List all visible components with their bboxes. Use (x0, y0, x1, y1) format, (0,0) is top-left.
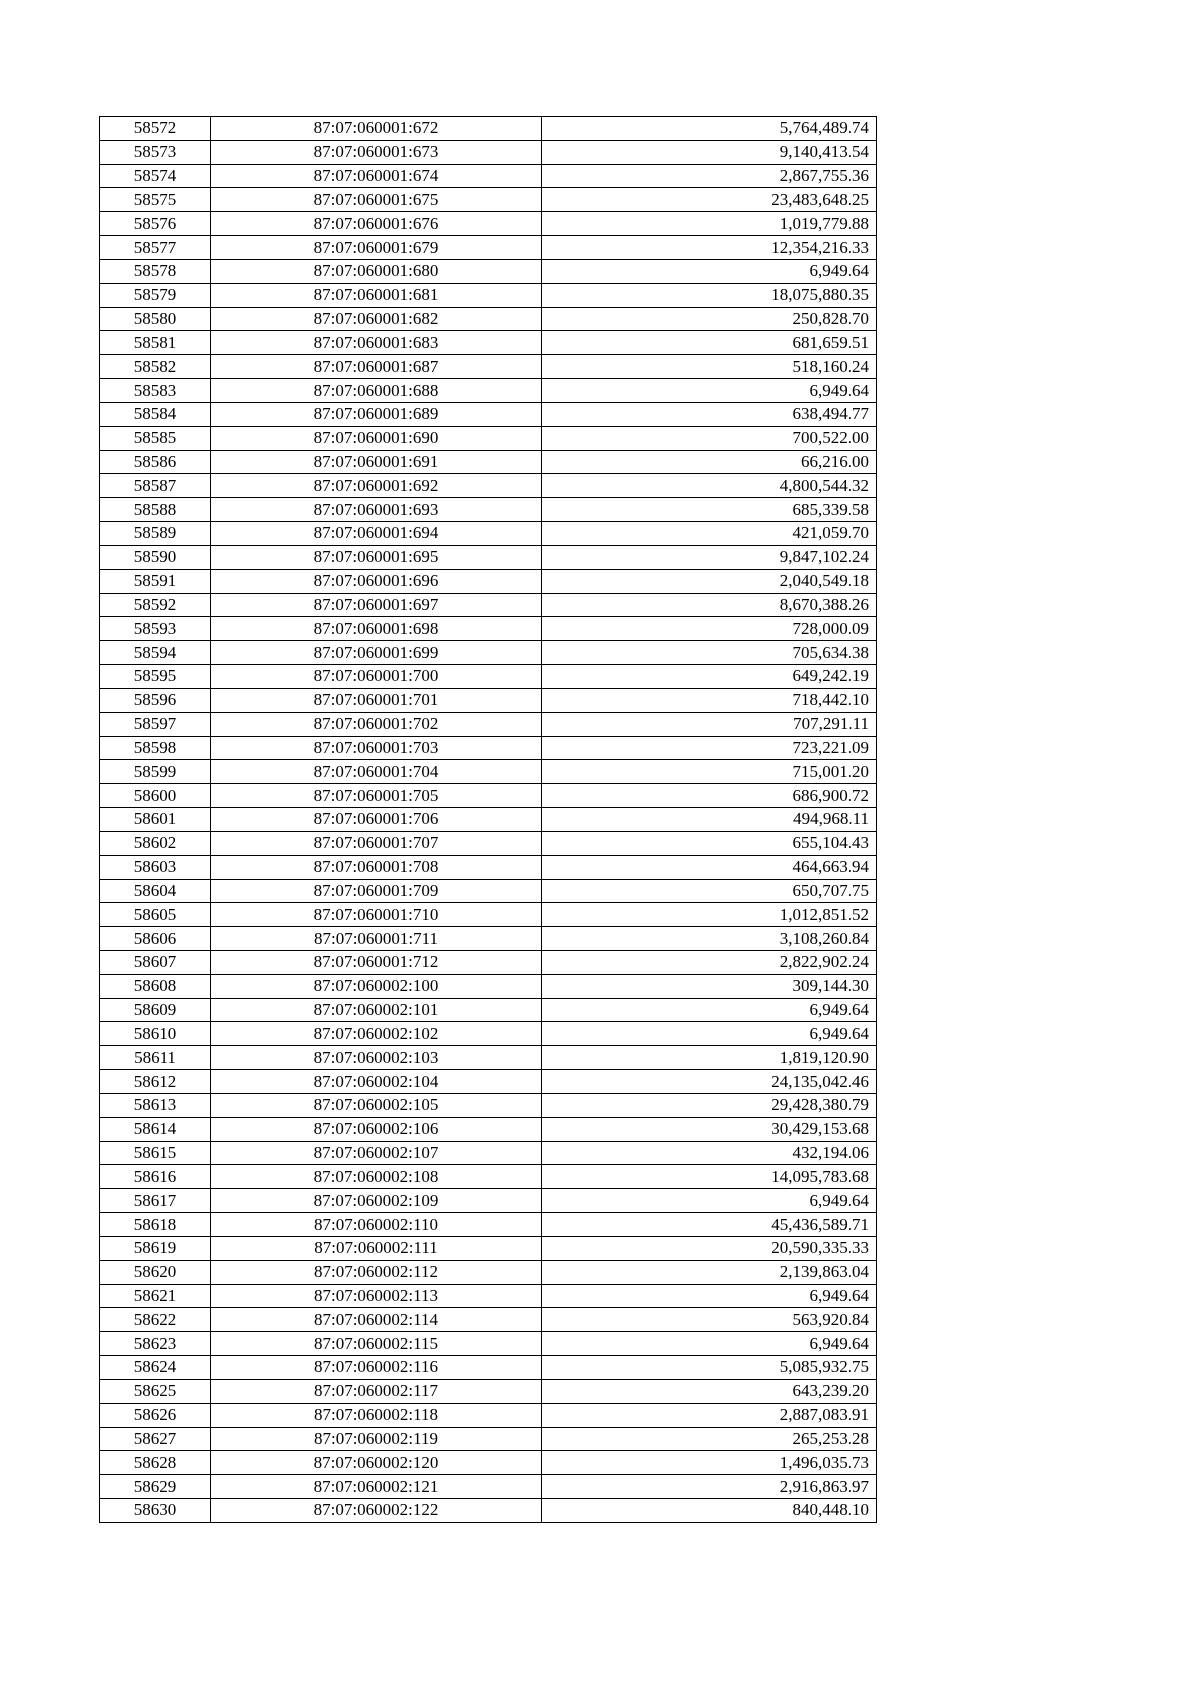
row-number-cell: 58603 (100, 855, 211, 879)
cadastral-value-cell: 655,104.43 (542, 831, 877, 855)
cadastral-number-cell: 87:07:060001:674 (211, 164, 542, 188)
table-row (100, 426, 877, 450)
cadastral-value-cell: 18,075,880.35 (542, 283, 877, 307)
table-row (100, 1070, 877, 1094)
row-number-cell: 58588 (100, 498, 211, 522)
cadastral-value-cell: 6,949.64 (542, 259, 877, 283)
table-row (100, 1141, 877, 1165)
table-row (100, 1475, 877, 1499)
table-row (100, 1213, 877, 1237)
cadastral-number-cell: 87:07:060002:114 (211, 1308, 542, 1332)
cadastral-value-cell: 840,448.10 (542, 1499, 877, 1523)
cadastral-number-cell: 87:07:060002:110 (211, 1213, 542, 1237)
table-row (100, 379, 877, 403)
cadastral-number-cell: 87:07:060002:115 (211, 1332, 542, 1356)
row-number-cell: 58625 (100, 1379, 211, 1403)
cadastral-number-cell: 87:07:060002:103 (211, 1046, 542, 1070)
cadastral-value-cell: 250,828.70 (542, 307, 877, 331)
cadastral-value-cell: 6,949.64 (542, 1284, 877, 1308)
table-row (100, 1427, 877, 1451)
table-row (100, 545, 877, 569)
cadastral-value-cell: 23,483,648.25 (542, 188, 877, 212)
table-row (100, 164, 877, 188)
cadastral-value-cell: 1,819,120.90 (542, 1046, 877, 1070)
cadastral-value-cell: 718,442.10 (542, 688, 877, 712)
table-row (100, 641, 877, 665)
cadastral-number-cell: 87:07:060002:105 (211, 1093, 542, 1117)
row-number-cell: 58604 (100, 879, 211, 903)
row-number-cell: 58583 (100, 379, 211, 403)
cadastral-number-cell: 87:07:060002:122 (211, 1499, 542, 1523)
row-number-cell: 58621 (100, 1284, 211, 1308)
cadastral-value-cell: 643,239.20 (542, 1379, 877, 1403)
cadastral-value-cell: 705,634.38 (542, 641, 877, 665)
cadastral-number-cell: 87:07:060002:109 (211, 1189, 542, 1213)
row-number-cell: 58624 (100, 1356, 211, 1380)
table-row (100, 1332, 877, 1356)
row-number-cell: 58598 (100, 736, 211, 760)
cadastral-value-cell: 6,949.64 (542, 998, 877, 1022)
table-row (100, 522, 877, 546)
row-number-cell: 58630 (100, 1499, 211, 1523)
cadastral-value-cell: 650,707.75 (542, 879, 877, 903)
table-row (100, 1260, 877, 1284)
cadastral-value-cell: 638,494.77 (542, 402, 877, 426)
table-row (100, 283, 877, 307)
row-number-cell: 58597 (100, 712, 211, 736)
row-number-cell: 58591 (100, 569, 211, 593)
cadastral-value-cell: 8,670,388.26 (542, 593, 877, 617)
table-row (100, 259, 877, 283)
cadastral-number-cell: 87:07:060002:107 (211, 1141, 542, 1165)
table-row (100, 927, 877, 951)
row-number-cell: 58586 (100, 450, 211, 474)
cadastral-value-cell: 30,429,153.68 (542, 1117, 877, 1141)
table-row (100, 1379, 877, 1403)
cadastral-value-cell: 6,949.64 (542, 379, 877, 403)
table-row (100, 998, 877, 1022)
table-body (100, 117, 877, 1523)
row-number-cell: 58610 (100, 1022, 211, 1046)
table-row (100, 1093, 877, 1117)
cadastral-number-cell: 87:07:060001:705 (211, 784, 542, 808)
cadastral-number-cell: 87:07:060002:111 (211, 1236, 542, 1260)
cadastral-number-cell: 87:07:060001:704 (211, 760, 542, 784)
table-row (100, 1499, 877, 1523)
cadastral-value-cell: 728,000.09 (542, 617, 877, 641)
cadastral-value-cell: 421,059.70 (542, 522, 877, 546)
row-number-cell: 58601 (100, 808, 211, 832)
row-number-cell: 58620 (100, 1260, 211, 1284)
row-number-cell: 58577 (100, 236, 211, 260)
row-number-cell: 58573 (100, 140, 211, 164)
cadastral-value-cell: 9,847,102.24 (542, 545, 877, 569)
cadastral-value-cell: 2,822,902.24 (542, 950, 877, 974)
cadastral-value-cell: 1,496,035.73 (542, 1451, 877, 1475)
table-row (100, 355, 877, 379)
table-row (100, 736, 877, 760)
cadastral-value-cell: 2,040,549.18 (542, 569, 877, 593)
row-number-cell: 58594 (100, 641, 211, 665)
cadastral-number-cell: 87:07:060001:707 (211, 831, 542, 855)
table-row (100, 117, 877, 141)
table-row (100, 212, 877, 236)
row-number-cell: 58612 (100, 1070, 211, 1094)
row-number-cell: 58593 (100, 617, 211, 641)
cadastral-number-cell: 87:07:060002:112 (211, 1260, 542, 1284)
row-number-cell: 58607 (100, 950, 211, 974)
cadastral-number-cell: 87:07:060002:102 (211, 1022, 542, 1046)
row-number-cell: 58579 (100, 283, 211, 307)
table-row (100, 1284, 877, 1308)
row-number-cell: 58578 (100, 259, 211, 283)
row-number-cell: 58587 (100, 474, 211, 498)
table-row (100, 1308, 877, 1332)
cadastral-number-cell: 87:07:060001:694 (211, 522, 542, 546)
cadastral-number-cell: 87:07:060001:676 (211, 212, 542, 236)
row-number-cell: 58596 (100, 688, 211, 712)
table-row (100, 1451, 877, 1475)
cadastral-value-cell: 494,968.11 (542, 808, 877, 832)
cadastral-number-cell: 87:07:060001:688 (211, 379, 542, 403)
row-number-cell: 58606 (100, 927, 211, 951)
cadastral-value-cell: 66,216.00 (542, 450, 877, 474)
row-number-cell: 58613 (100, 1093, 211, 1117)
cadastral-value-cell: 14,095,783.68 (542, 1165, 877, 1189)
table-row (100, 236, 877, 260)
table-row (100, 1117, 877, 1141)
row-number-cell: 58589 (100, 522, 211, 546)
cadastral-number-cell: 87:07:060001:710 (211, 903, 542, 927)
cadastral-value-cell: 3,108,260.84 (542, 927, 877, 951)
row-number-cell: 58584 (100, 402, 211, 426)
cadastral-number-cell: 87:07:060001:696 (211, 569, 542, 593)
cadastral-number-cell: 87:07:060002:113 (211, 1284, 542, 1308)
table-row (100, 665, 877, 689)
cadastral-number-cell: 87:07:060001:690 (211, 426, 542, 450)
row-number-cell: 58628 (100, 1451, 211, 1475)
row-number-cell: 58581 (100, 331, 211, 355)
table-row (100, 1236, 877, 1260)
cadastral-number-cell: 87:07:060001:702 (211, 712, 542, 736)
row-number-cell: 58576 (100, 212, 211, 236)
cadastral-value-cell: 2,887,083.91 (542, 1403, 877, 1427)
cadastral-value-cell: 12,354,216.33 (542, 236, 877, 260)
cadastral-value-cell: 5,085,932.75 (542, 1356, 877, 1380)
table-row (100, 760, 877, 784)
cadastral-value-cell: 24,135,042.46 (542, 1070, 877, 1094)
cadastral-value-cell: 6,949.64 (542, 1332, 877, 1356)
row-number-cell: 58580 (100, 307, 211, 331)
table-row (100, 593, 877, 617)
row-number-cell: 58605 (100, 903, 211, 927)
cadastral-value-cell: 563,920.84 (542, 1308, 877, 1332)
cadastral-number-cell: 87:07:060001:695 (211, 545, 542, 569)
cadastral-number-cell: 87:07:060001:692 (211, 474, 542, 498)
cadastral-value-cell: 681,659.51 (542, 331, 877, 355)
table-row (100, 855, 877, 879)
cadastral-number-cell: 87:07:060001:711 (211, 927, 542, 951)
cadastral-number-cell: 87:07:060001:709 (211, 879, 542, 903)
table-row (100, 950, 877, 974)
cadastral-number-cell: 87:07:060002:108 (211, 1165, 542, 1189)
cadastral-value-cell: 432,194.06 (542, 1141, 877, 1165)
cadastral-value-cell: 707,291.11 (542, 712, 877, 736)
table-row (100, 1189, 877, 1213)
table-row (100, 1165, 877, 1189)
cadastral-number-cell: 87:07:060001:673 (211, 140, 542, 164)
cadastral-number-cell: 87:07:060002:104 (211, 1070, 542, 1094)
row-number-cell: 58572 (100, 117, 211, 141)
row-number-cell: 58599 (100, 760, 211, 784)
table-row (100, 188, 877, 212)
cadastral-value-cell: 1,019,779.88 (542, 212, 877, 236)
cadastral-value-cell: 5,764,489.74 (542, 117, 877, 141)
table-row (100, 307, 877, 331)
row-number-cell: 58629 (100, 1475, 211, 1499)
cadastral-number-cell: 87:07:060002:116 (211, 1356, 542, 1380)
cadastral-number-cell: 87:07:060001:712 (211, 950, 542, 974)
cadastral-number-cell: 87:07:060001:697 (211, 593, 542, 617)
cadastral-value-cell: 309,144.30 (542, 974, 877, 998)
row-number-cell: 58618 (100, 1213, 211, 1237)
cadastral-number-cell: 87:07:060002:121 (211, 1475, 542, 1499)
row-number-cell: 58611 (100, 1046, 211, 1070)
table-row (100, 569, 877, 593)
row-number-cell: 58602 (100, 831, 211, 855)
row-number-cell: 58575 (100, 188, 211, 212)
row-number-cell: 58615 (100, 1141, 211, 1165)
cadastral-value-table (99, 116, 877, 1523)
cadastral-number-cell: 87:07:060002:101 (211, 998, 542, 1022)
cadastral-number-cell: 87:07:060001:687 (211, 355, 542, 379)
row-number-cell: 58619 (100, 1236, 211, 1260)
cadastral-value-cell: 1,012,851.52 (542, 903, 877, 927)
row-number-cell: 58595 (100, 665, 211, 689)
table-row (100, 712, 877, 736)
cadastral-number-cell: 87:07:060002:117 (211, 1379, 542, 1403)
cadastral-number-cell: 87:07:060002:119 (211, 1427, 542, 1451)
cadastral-number-cell: 87:07:060001:683 (211, 331, 542, 355)
cadastral-value-cell: 685,339.58 (542, 498, 877, 522)
cadastral-number-cell: 87:07:060001:689 (211, 402, 542, 426)
row-number-cell: 58600 (100, 784, 211, 808)
cadastral-number-cell: 87:07:060001:703 (211, 736, 542, 760)
row-number-cell: 58585 (100, 426, 211, 450)
row-number-cell: 58609 (100, 998, 211, 1022)
row-number-cell: 58608 (100, 974, 211, 998)
cadastral-number-cell: 87:07:060001:672 (211, 117, 542, 141)
cadastral-number-cell: 87:07:060001:708 (211, 855, 542, 879)
cadastral-number-cell: 87:07:060002:106 (211, 1117, 542, 1141)
row-number-cell: 58592 (100, 593, 211, 617)
row-number-cell: 58616 (100, 1165, 211, 1189)
cadastral-value-cell: 29,428,380.79 (542, 1093, 877, 1117)
cadastral-number-cell: 87:07:060002:120 (211, 1451, 542, 1475)
row-number-cell: 58590 (100, 545, 211, 569)
cadastral-value-cell: 649,242.19 (542, 665, 877, 689)
cadastral-value-cell: 45,436,589.71 (542, 1213, 877, 1237)
cadastral-number-cell: 87:07:060002:118 (211, 1403, 542, 1427)
row-number-cell: 58622 (100, 1308, 211, 1332)
cadastral-value-cell: 715,001.20 (542, 760, 877, 784)
row-number-cell: 58614 (100, 1117, 211, 1141)
table-row (100, 402, 877, 426)
table-row (100, 331, 877, 355)
table-row (100, 903, 877, 927)
cadastral-number-cell: 87:07:060001:693 (211, 498, 542, 522)
row-number-cell: 58617 (100, 1189, 211, 1213)
table-row (100, 688, 877, 712)
cadastral-value-cell: 723,221.09 (542, 736, 877, 760)
cadastral-number-cell: 87:07:060001:698 (211, 617, 542, 641)
table-row (100, 1046, 877, 1070)
table-row (100, 831, 877, 855)
cadastral-value-cell: 265,253.28 (542, 1427, 877, 1451)
table-row (100, 974, 877, 998)
cadastral-value-cell: 464,663.94 (542, 855, 877, 879)
cadastral-value-cell: 2,916,863.97 (542, 1475, 877, 1499)
cadastral-number-cell: 87:07:060001:700 (211, 665, 542, 689)
table-row (100, 1403, 877, 1427)
cadastral-number-cell: 87:07:060001:691 (211, 450, 542, 474)
cadastral-value-cell: 686,900.72 (542, 784, 877, 808)
table-row (100, 617, 877, 641)
cadastral-number-cell: 87:07:060001:679 (211, 236, 542, 260)
cadastral-value-cell: 9,140,413.54 (542, 140, 877, 164)
table-row (100, 879, 877, 903)
row-number-cell: 58574 (100, 164, 211, 188)
cadastral-value-cell: 2,867,755.36 (542, 164, 877, 188)
cadastral-number-cell: 87:07:060002:100 (211, 974, 542, 998)
cadastral-number-cell: 87:07:060001:680 (211, 259, 542, 283)
cadastral-value-cell: 20,590,335.33 (542, 1236, 877, 1260)
cadastral-number-cell: 87:07:060001:701 (211, 688, 542, 712)
table-row (100, 784, 877, 808)
cadastral-value-cell: 2,139,863.04 (542, 1260, 877, 1284)
row-number-cell: 58582 (100, 355, 211, 379)
table-row (100, 1356, 877, 1380)
table-row (100, 1022, 877, 1046)
cadastral-number-cell: 87:07:060001:681 (211, 283, 542, 307)
table-row (100, 474, 877, 498)
cadastral-value-cell: 4,800,544.32 (542, 474, 877, 498)
row-number-cell: 58623 (100, 1332, 211, 1356)
table-row (100, 808, 877, 832)
cadastral-number-cell: 87:07:060001:675 (211, 188, 542, 212)
row-number-cell: 58626 (100, 1403, 211, 1427)
row-number-cell: 58627 (100, 1427, 211, 1451)
cadastral-number-cell: 87:07:060001:682 (211, 307, 542, 331)
table-row (100, 140, 877, 164)
cadastral-value-cell: 6,949.64 (542, 1022, 877, 1046)
table-row (100, 498, 877, 522)
cadastral-number-cell: 87:07:060001:706 (211, 808, 542, 832)
cadastral-value-cell: 6,949.64 (542, 1189, 877, 1213)
table-row (100, 450, 877, 474)
cadastral-value-cell: 518,160.24 (542, 355, 877, 379)
cadastral-number-cell: 87:07:060001:699 (211, 641, 542, 665)
cadastral-value-cell: 700,522.00 (542, 426, 877, 450)
